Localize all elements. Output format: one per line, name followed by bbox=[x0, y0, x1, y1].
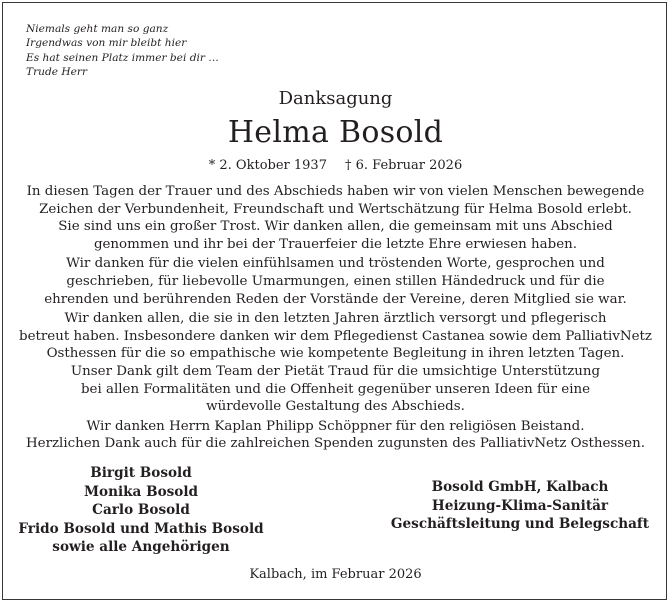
text-line: genommen und ihr bei der Trauerfeier die letzte Ehre erwiesen haben. bbox=[93, 236, 578, 252]
poem-line: Irgendwas von mir bleibt hier bbox=[26, 37, 187, 50]
paragraph bbox=[14, 418, 657, 453]
death-date: † 6. Februar 2026 bbox=[344, 158, 463, 173]
birth-date: * 2. Oktober 1937 bbox=[208, 158, 327, 173]
family-signatures bbox=[16, 464, 266, 557]
poem-line: Es hat seinen Platz immer bei dir … bbox=[26, 51, 219, 64]
text-line: Wir danken allen, die sie in den letzten Jahren ärztlich versorgt und pflegerisch bbox=[64, 311, 607, 327]
poem-author: Trude Herr bbox=[26, 66, 88, 79]
text-line: Wir danken für die vielen einfühlsamen und tröstenden Worte, gesprochen und bbox=[66, 256, 605, 272]
company-signatures bbox=[380, 478, 660, 534]
thank-you-text bbox=[14, 183, 657, 453]
text-line: Sie sind uns ein großer Trost. Wir danken allen, die gemeinsam mit uns Abschied bbox=[58, 219, 613, 235]
signer: Carlo Bosold bbox=[92, 502, 190, 519]
text-line: ehrenden und berührenden Reden der Vorstände der Vereine, deren Mitglied sie war. bbox=[44, 291, 627, 307]
text-line: Herzlichen Dank auch für die zahlreichen Spenden zugunsten des PalliativNetz Osthessen. bbox=[26, 436, 645, 452]
signer: Geschäftsleitung und Belegschaft bbox=[390, 516, 650, 533]
text-line: Wir danken Herrn Kaplan Philipp Schöppner für den religiösen Beistand. bbox=[86, 418, 585, 434]
poem bbox=[26, 22, 219, 80]
paragraph bbox=[14, 310, 657, 416]
text-line: geschrieben, für liebevolle Umarmungen, einen stillen Händedruck und für die bbox=[66, 273, 605, 289]
text-line: bei allen Formalitäten und die Offenheit gegenüber unseren Ideen für eine bbox=[80, 381, 591, 397]
paragraph bbox=[14, 183, 657, 253]
text-line: In diesen Tagen der Trauer und des Abschieds haben wir von vielen Menschen bewegende bbox=[26, 184, 645, 199]
signer: Birgit Bosold bbox=[90, 465, 192, 481]
signer: Heizung-Klima-Sanitär bbox=[431, 497, 609, 514]
life-dates bbox=[0, 157, 671, 175]
place-date: Kalbach, im Februar 2026 bbox=[249, 567, 422, 582]
text-line: Osthessen für die so empathische wie kompetente Begleitung in ihren letzten Tagen. bbox=[46, 346, 625, 362]
notice-heading: Danksagung bbox=[278, 88, 393, 109]
deceased-name: Helma Bosold bbox=[227, 115, 444, 150]
text-line: Unser Dank gilt dem Team der Pietät Traud für die umsichtige Unterstützung bbox=[70, 363, 601, 379]
poem-line: Niemals geht man so ganz bbox=[26, 23, 169, 35]
text-line: würdevolle Gestaltung des Abschieds. bbox=[206, 399, 465, 415]
text-line: betreut haben. Insbesondere danken wir dem Pflegedienst Castanea sowie dem PalliativNetz bbox=[19, 328, 652, 344]
signer: Monika Bosold bbox=[83, 483, 199, 500]
paragraph bbox=[14, 255, 657, 308]
signer: Frido Bosold und Mathis Bosold bbox=[18, 520, 264, 537]
signer: sowie alle Angehörigen bbox=[52, 539, 230, 556]
signer: Bosold GmbH, Kalbach bbox=[431, 479, 609, 495]
text-line: Zeichen der Verbundenheit, Freundschaft und Wertschätzung für Helma Bosold erlebt. bbox=[39, 201, 632, 217]
